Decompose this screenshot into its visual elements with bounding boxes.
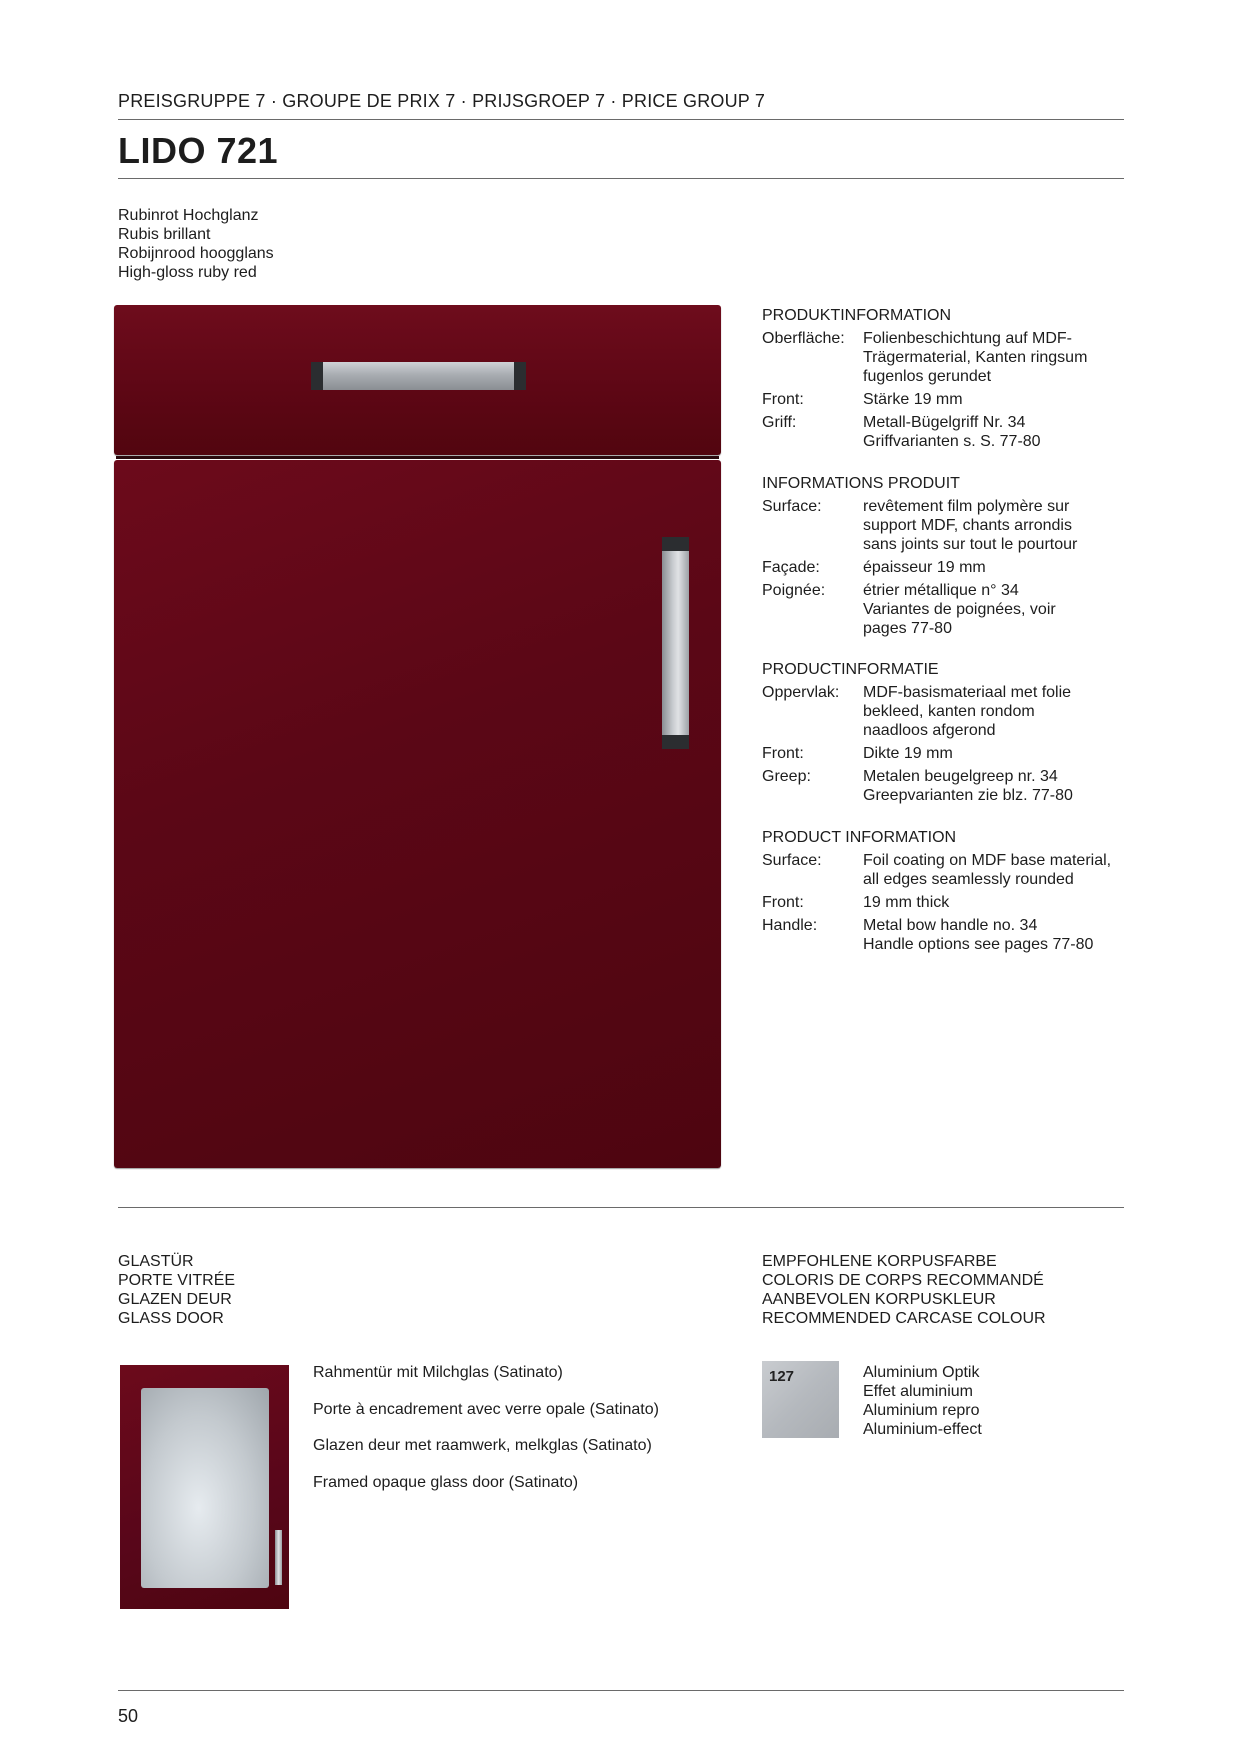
info-value: pages 77-80 <box>863 620 952 637</box>
info-value: bekleed, kanten rondom <box>863 703 1035 720</box>
section-title-line: PORTE VITRÉE <box>118 1272 236 1289</box>
divider <box>118 178 1124 179</box>
section-title-line: COLORIS DE CORPS RECOMMANDÉ <box>762 1272 1044 1289</box>
glass-door-description: Porte à encadrement avec verre opale (Satinato) <box>313 1401 659 1418</box>
info-label: Front: <box>762 894 804 911</box>
swatch-name: Aluminium-effect <box>863 1421 982 1438</box>
info-value: Folienbeschichtung auf MDF- <box>863 330 1072 347</box>
info-value: Metal bow handle no. 34 <box>863 917 1038 934</box>
info-heading: PRODUCTINFORMATIE <box>762 661 939 678</box>
page-title: LIDO 721 <box>118 130 279 171</box>
info-value: Metall-Bügelgriff Nr. 34 <box>863 414 1026 431</box>
info-value: épaisseur 19 mm <box>863 559 986 576</box>
info-section-nl <box>762 660 1125 809</box>
info-label: Front: <box>762 391 804 408</box>
swatch-name: Effet aluminium <box>863 1383 973 1400</box>
section-title-line: GLAZEN DEUR <box>118 1291 232 1308</box>
info-label: Façade: <box>762 559 820 576</box>
swatch-names <box>863 1363 982 1439</box>
info-value: all edges seamlessly rounded <box>863 871 1074 888</box>
info-section-en <box>762 828 1125 958</box>
drawer-gap <box>116 456 719 459</box>
drawer-handle-icon <box>311 362 526 390</box>
info-value: Trägermaterial, Kanten ringsum <box>863 349 1088 366</box>
info-value: étrier métallique n° 34 <box>863 582 1019 599</box>
info-value: Handle options see pages 77-80 <box>863 936 1094 953</box>
info-label: Oberfläche: <box>762 330 845 347</box>
door-front-image <box>114 460 721 1168</box>
info-label: Greep: <box>762 768 811 785</box>
glass-door-handle-icon <box>275 1530 282 1585</box>
color-name: High-gloss ruby red <box>118 264 257 281</box>
info-value: revêtement film polymère sur <box>863 498 1070 515</box>
swatch-name: Aluminium repro <box>863 1402 980 1419</box>
info-value: Griffvarianten s. S. 77-80 <box>863 433 1041 450</box>
info-value: MDF-basismateriaal met folie <box>863 684 1072 701</box>
glass-door-description: Glazen deur met raamwerk, melkglas (Satinato) <box>313 1437 652 1454</box>
glass-door-description: Framed opaque glass door (Satinato) <box>313 1474 579 1491</box>
info-label: Handle: <box>762 917 818 934</box>
info-label: Oppervlak: <box>762 684 840 701</box>
info-value: 19 mm thick <box>863 894 950 911</box>
info-value: support MDF, chants arrondis <box>863 517 1072 534</box>
page-number: 50 <box>118 1706 139 1726</box>
info-section-fr <box>762 474 1125 642</box>
info-label: Poignée: <box>762 582 826 599</box>
section-title-line: AANBEVOLEN KORPUSKLEUR <box>762 1291 996 1308</box>
divider <box>118 119 1124 120</box>
section-title-line: GLASTÜR <box>118 1253 194 1270</box>
info-heading: INFORMATIONS PRODUIT <box>762 475 960 492</box>
section-title-line: GLASS DOOR <box>118 1310 224 1327</box>
divider <box>118 1690 1124 1691</box>
info-value: naadloos afgerond <box>863 722 996 739</box>
section-title-line: EMPFOHLENE KORPUSFARBE <box>762 1253 997 1270</box>
price-group-header: PREISGRUPPE 7 · GROUPE DE PRIX 7 · PRIJSGROEP 7 · PRICE GROUP 7 <box>118 91 766 111</box>
carcase-colour-title <box>762 1252 1046 1328</box>
info-value: Stärke 19 mm <box>863 391 963 408</box>
info-value: fugenlos gerundet <box>863 368 992 385</box>
section-title-line: RECOMMENDED CARCASE COLOUR <box>762 1310 1046 1327</box>
swatch-code: 127 <box>769 1368 795 1385</box>
info-heading: PRODUCT INFORMATION <box>762 829 957 846</box>
info-label: Surface: <box>762 498 822 515</box>
color-name: Rubinrot Hochglanz <box>118 207 259 224</box>
info-section-de <box>762 306 1125 455</box>
info-heading: PRODUKTINFORMATION <box>762 307 952 324</box>
info-value: sans joints sur tout le pourtour <box>863 536 1078 553</box>
door-handle-icon <box>662 537 689 749</box>
info-label: Griff: <box>762 414 797 431</box>
info-value: Metalen beugelgreep nr. 34 <box>863 768 1058 785</box>
info-value: Dikte 19 mm <box>863 745 953 762</box>
info-label: Front: <box>762 745 804 762</box>
info-value: Foil coating on MDF base material, <box>863 852 1112 869</box>
color-name: Rubis brillant <box>118 226 211 243</box>
info-value: Greepvarianten zie blz. 77-80 <box>863 787 1073 804</box>
info-value: Variantes de poignées, voir <box>863 601 1056 618</box>
color-name-list <box>118 206 274 282</box>
glass-pane <box>141 1388 269 1588</box>
glass-door-title <box>118 1252 235 1328</box>
swatch-name: Aluminium Optik <box>863 1364 980 1381</box>
info-label: Surface: <box>762 852 822 869</box>
divider <box>118 1207 1124 1208</box>
color-name: Robijnrood hoogglans <box>118 245 274 262</box>
glass-door-description: Rahmentür mit Milchglas (Satinato) <box>313 1364 563 1381</box>
